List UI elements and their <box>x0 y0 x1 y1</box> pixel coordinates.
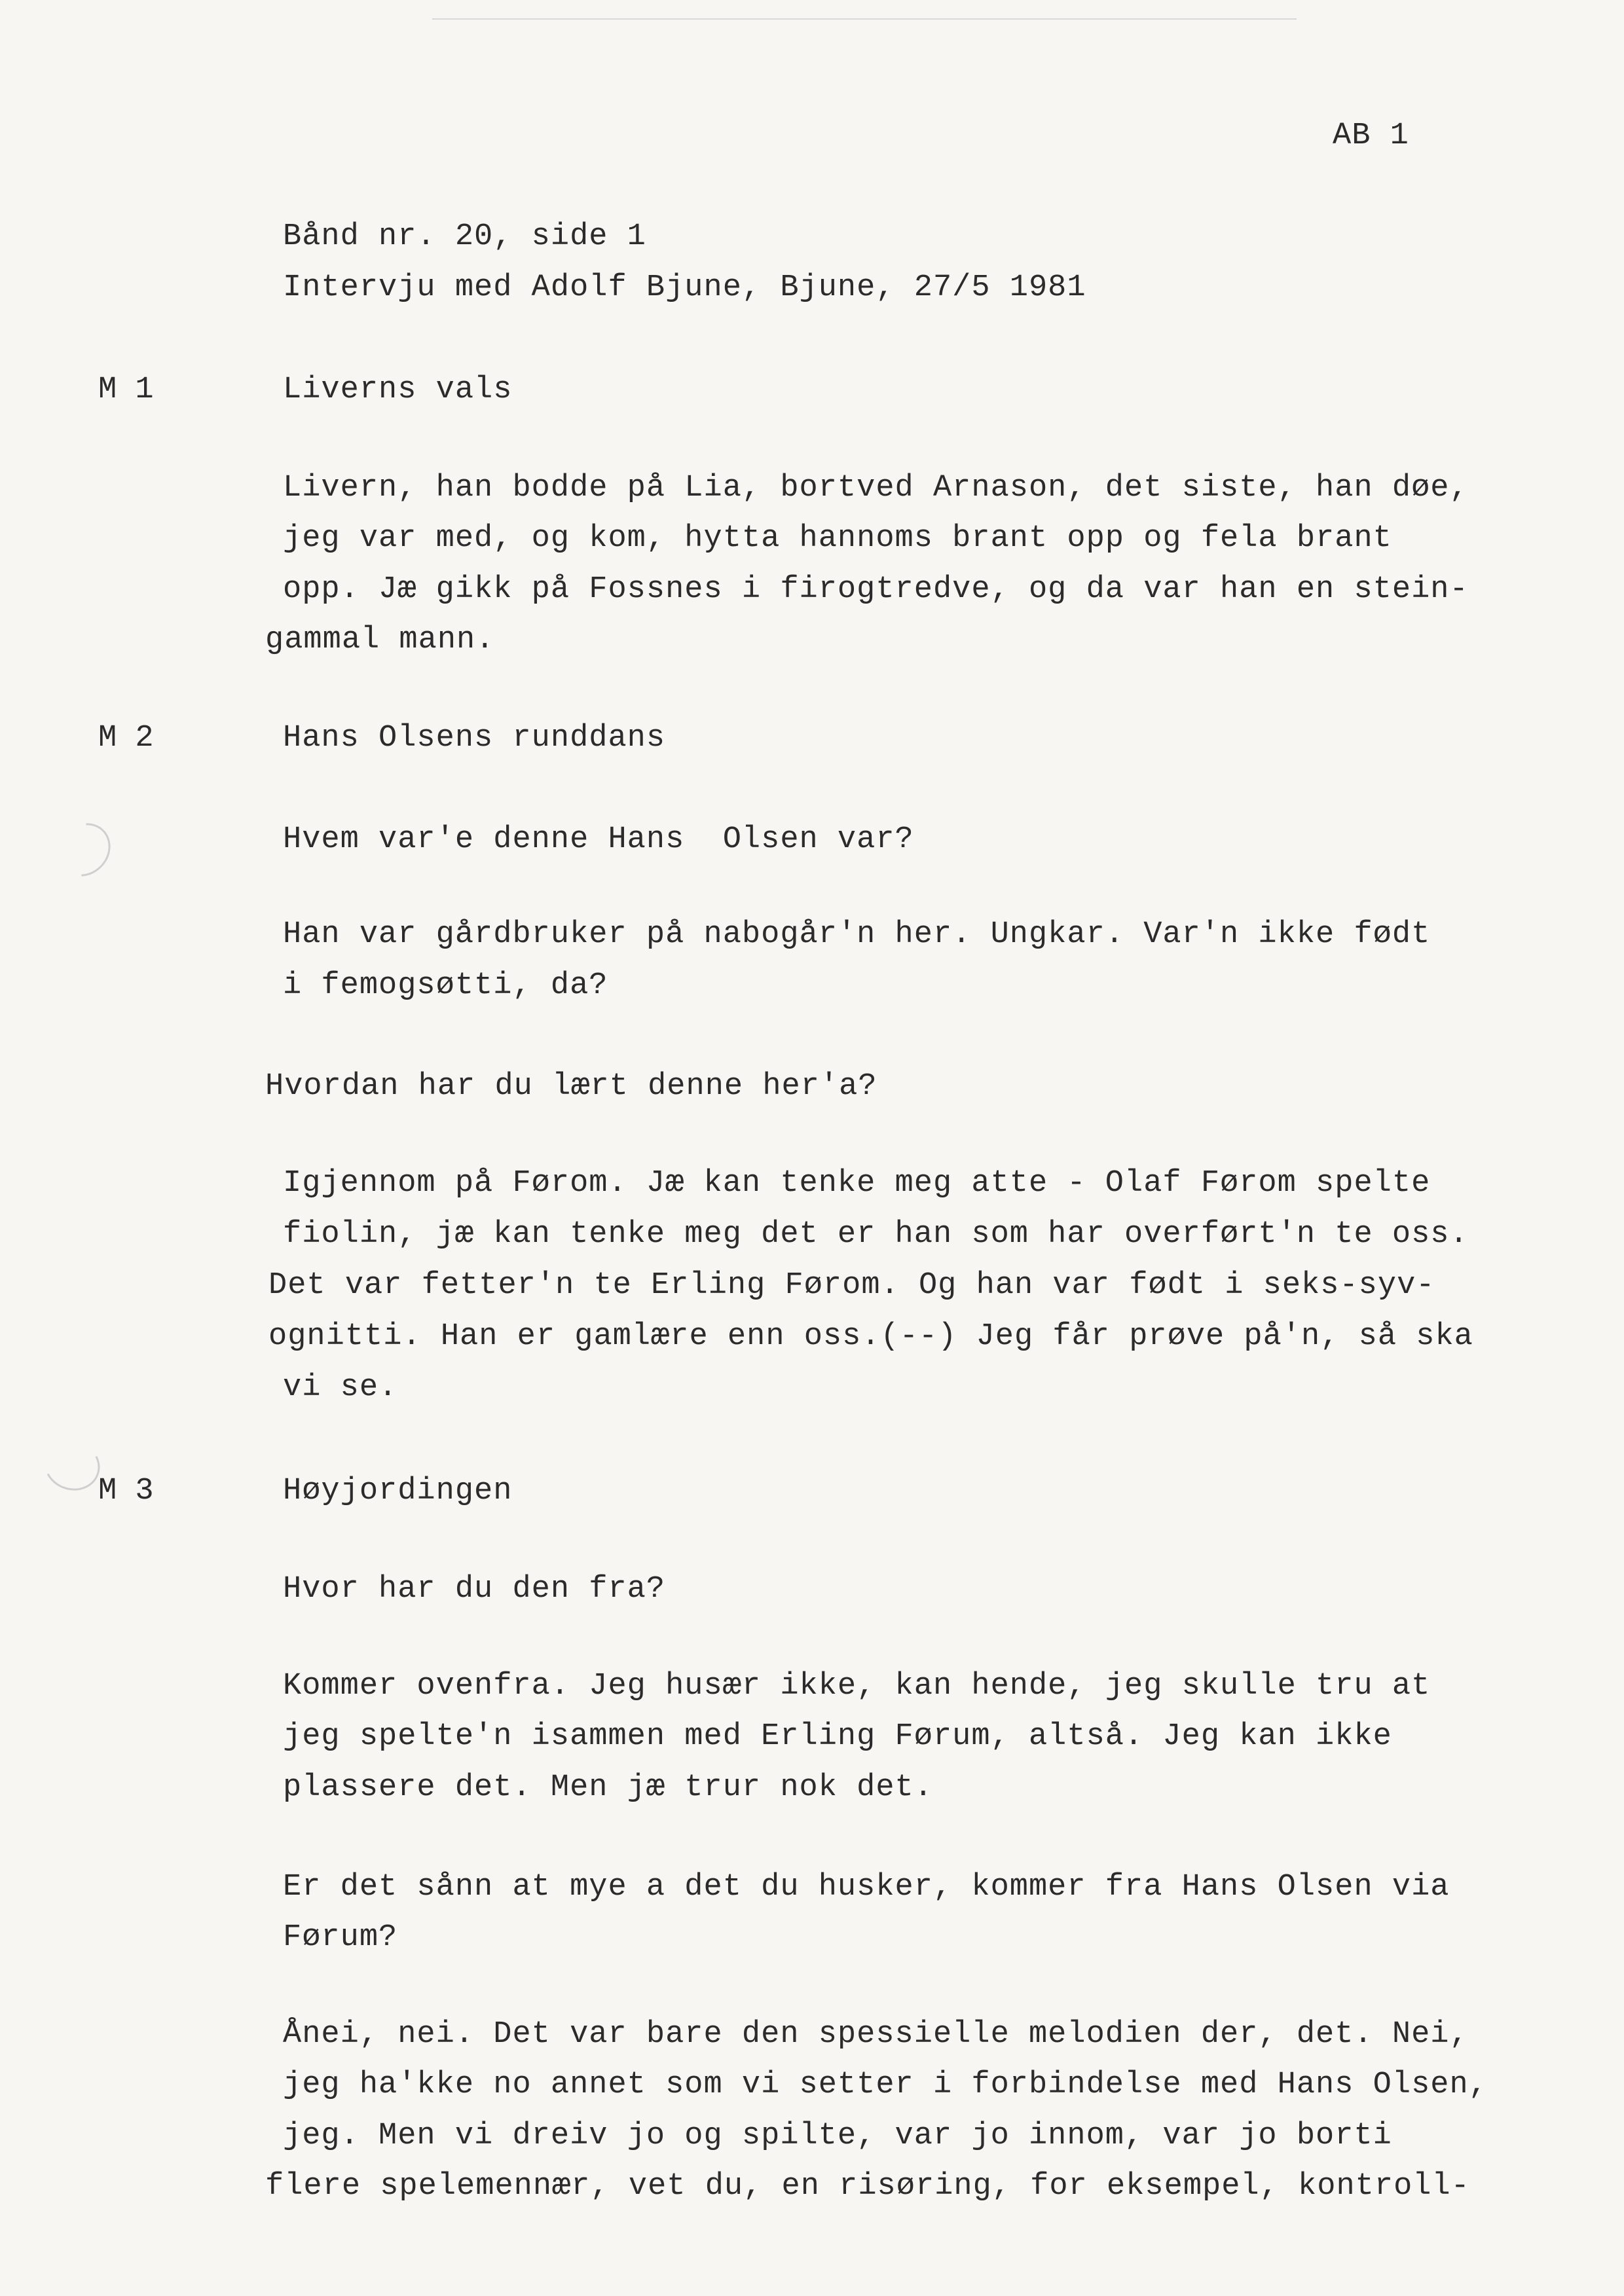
punch-hole-mark <box>37 1432 107 1499</box>
section-marker: M 2 <box>98 721 154 756</box>
section-title: Hans Olsens runddans <box>283 721 666 756</box>
text-line: jeg. Men vi dreiv jo og spilte, var jo innom, var jo borti <box>283 2119 1392 2153</box>
text-line: Ånei, nei. Det var bare den spessielle melodien der, det. Nei, <box>283 2017 1469 2052</box>
text-line: jeg spelte'n isammen med Erling Førum, altså. Jeg kan ikke <box>283 1719 1392 1754</box>
text-line: vi se. <box>283 1370 398 1405</box>
text-line: Det var fetter'n te Erling Førom. Og han var født i seks-syv- <box>268 1268 1435 1303</box>
header-interview-line: Intervju med Adolf Bjune, Bjune, 27/5 1981 <box>283 270 1086 305</box>
text-line: Han var gårdbruker på nabogår'n her. Ungkar. Var'n ikke født <box>283 917 1431 952</box>
text-line: ognitti. Han er gamlære enn oss.(--) Jeg får prøve på'n, så ska <box>268 1319 1473 1354</box>
text-line: gammal mann. <box>265 623 495 657</box>
text-line: flere spelemennær, vet du, en risøring, for eksempel, kontroll- <box>265 2169 1470 2204</box>
interviewer-question: Er det sånn at mye a det du husker, kommer fra Hans Olsen via <box>283 1870 1450 1904</box>
section-title: Liverns vals <box>283 373 513 407</box>
text-line: jeg ha'kke no annet som vi setter i forbindelse med Hans Olsen, <box>283 2068 1488 2102</box>
text-line: jeg var med, og kom, hytta hannoms brant opp og fela brant <box>283 521 1392 556</box>
text-line: opp. Jæ gikk på Fossnes i firogtredve, og da var han en stein- <box>283 572 1469 607</box>
text-line: Kommer ovenfra. Jeg husær ikke, kan hende, jeg skulle tru at <box>283 1669 1431 1704</box>
text-line: Livern, han bodde på Lia, bortved Arnason, det siste, han døe, <box>283 471 1469 505</box>
text-line: i femogsøtti, da? <box>283 968 608 1003</box>
interviewer-question: Hvem var'e denne Hans Olsen var? <box>283 822 914 857</box>
interviewer-question: Hvor har du den fra? <box>283 1572 666 1607</box>
section-title: Høyjordingen <box>283 1474 513 1508</box>
scan-artifact-line <box>432 18 1297 20</box>
text-line: plassere det. Men jæ trur nok det. <box>283 1770 933 1805</box>
section-marker: M 1 <box>98 373 154 407</box>
text-line: Igjennom på Førom. Jæ kan tenke meg atte - Olaf Førom spelte <box>283 1166 1431 1201</box>
punch-hole-mark <box>46 812 122 888</box>
page-id: AB 1 <box>1333 118 1409 153</box>
header-tape-line: Bånd nr. 20, side 1 <box>283 219 646 254</box>
text-line: fiolin, jæ kan tenke meg det er han som har overført'n te oss. <box>283 1217 1469 1252</box>
section-marker: M 3 <box>98 1474 154 1508</box>
interviewer-question: Hvordan har du lært denne her'a? <box>265 1069 877 1104</box>
interviewer-question: Førum? <box>283 1920 398 1955</box>
